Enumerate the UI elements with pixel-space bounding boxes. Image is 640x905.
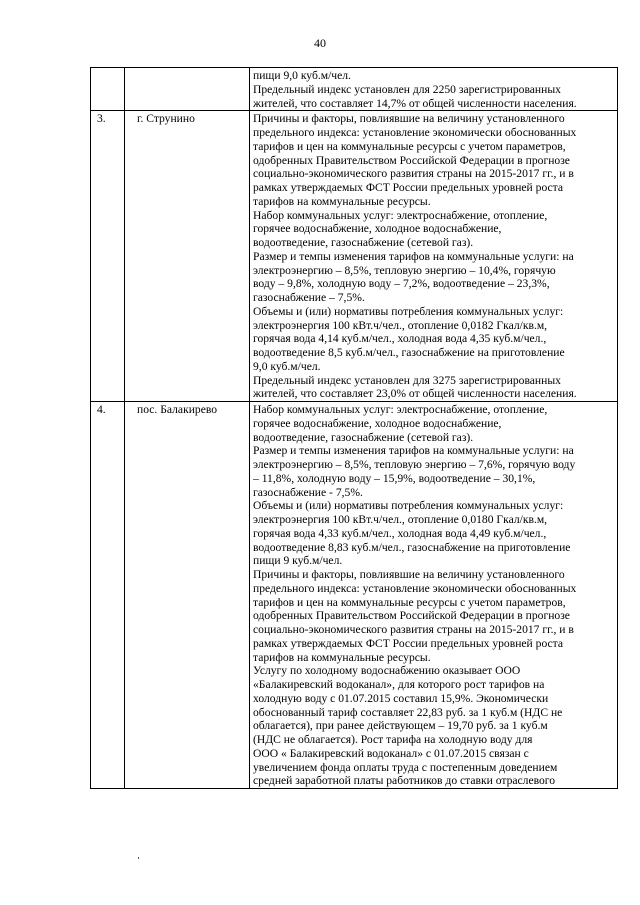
municipality-cell bbox=[125, 111, 250, 402]
description-text bbox=[250, 68, 617, 110]
text-line: одобренных Правительством Российской Федерации в прогнозе bbox=[253, 609, 570, 623]
text-line: обоснованный тариф составляет 22,83 руб. за 1 куб.м (НДС не bbox=[253, 705, 563, 719]
text-line: Предельный индекс установлен для 3275 зарегистрированных bbox=[253, 373, 561, 387]
municipality-cell bbox=[125, 402, 250, 789]
text-line: Объемы и (или) нормативы потребления коммунальных услуг: bbox=[253, 499, 564, 513]
text-line: «Балакиревский водоканал», для которого рост тарифов на bbox=[253, 678, 545, 691]
text-line: Услугу по холодному водоснабжению оказывает ООО bbox=[253, 664, 521, 678]
text-line: Предельный индекс установлен для 2250 зарегистрированных bbox=[253, 82, 561, 96]
row-number bbox=[91, 68, 124, 69]
text-line: горячая вода 4,33 куб.м/чел., холодная вода 4,49 куб.м/чел., bbox=[253, 526, 547, 540]
description-cell bbox=[250, 68, 618, 111]
text-line: электроэнергия 100 кВт.ч/чел., отопление 0,0180 Гкал/кв.м, bbox=[253, 513, 548, 526]
text-line: увеличением фонда оплаты труда с постепенным доведением bbox=[253, 760, 558, 774]
text-line: электроэнергию – 8,5%, тепловую энергию – 7,6%, горячую воду bbox=[253, 458, 576, 471]
text-line: Набор коммунальных услуг: электроснабжение, отопление, bbox=[253, 208, 548, 222]
text-line: горячая вода 4,14 куб.м/чел., холодная вода 4,35 куб.м/чел., bbox=[253, 332, 547, 346]
municipality-table bbox=[90, 67, 618, 789]
text-line: одобренных Правительством Российской Федерации в прогнозе bbox=[253, 153, 570, 167]
row-number: 4. bbox=[97, 403, 106, 416]
table-row bbox=[91, 68, 618, 111]
row-number-cell bbox=[91, 111, 125, 402]
text-line: тарифов на коммунальные ресурсы. bbox=[253, 194, 431, 208]
text-line: горячее водоснабжение, холодное водоснабжение, bbox=[253, 416, 502, 430]
text-line: рамках утверждаемых ФСТ России предельных уровней роста bbox=[253, 636, 564, 650]
scan-mark bbox=[138, 857, 139, 859]
text-line: Набор коммунальных услуг: электроснабжение, отопление, bbox=[253, 403, 548, 416]
text-line: облагается), при ранее действующем – 19,70 руб. за 1 куб.м bbox=[253, 719, 548, 733]
text-line: тарифов и цен на коммунальные ресурсы с учетом параметров, bbox=[253, 139, 566, 153]
text-line: пищи 9,0 куб.м/чел. bbox=[253, 69, 351, 82]
text-line: предельного индекса: установление экономически обоснованных bbox=[253, 126, 577, 139]
text-line: водоотведение 8,83 куб.м/чел., газоснабжение на приготовление bbox=[253, 540, 571, 554]
text-line: социально-экономического развития страны на 2015-2017 гг., и в bbox=[253, 167, 574, 181]
description-text bbox=[250, 111, 617, 401]
text-line: рамках утверждаемых ФСТ России предельных уровней роста bbox=[253, 181, 564, 194]
row-number: 3. bbox=[97, 112, 106, 126]
text-line: водоотведение, газоснабжение (сетевой газ). bbox=[253, 236, 474, 249]
text-line: жителей, что составляет 14,7% от общей численности населения. bbox=[253, 96, 577, 110]
text-line: пищи 9 куб.м/чел. bbox=[253, 554, 343, 568]
text-line: жителей, что составляет 23,0% от общей численности населения. bbox=[253, 387, 577, 401]
text-line: Размер и темпы изменения тарифов на коммунальные услуги: на bbox=[253, 249, 574, 263]
description-cell bbox=[250, 111, 618, 402]
municipality-name: пос. Балакирево bbox=[137, 403, 218, 416]
table-row bbox=[91, 111, 618, 402]
text-line: электроэнергия 100 кВт.ч/чел., отопление 0,0182 Гкал/кв.м, bbox=[253, 318, 548, 332]
text-line: газоснабжение – 7,5%. bbox=[253, 291, 365, 304]
text-line: водоотведение 8,5 куб.м/чел., газоснабжение на приготовление bbox=[253, 346, 565, 359]
text-line: Причины и факторы, повлиявшие на величину установленного bbox=[253, 112, 565, 126]
municipality-cell bbox=[125, 68, 250, 111]
municipality-name: г. Струнино bbox=[137, 112, 195, 126]
text-line: предельного индекса: установление экономически обоснованных bbox=[253, 581, 577, 595]
text-line: средней заработной платы работников до ставки отраслевого bbox=[253, 774, 556, 788]
text-line: электроэнергию – 8,5%, тепловую энергию – 10,4%, горячую bbox=[253, 263, 556, 277]
text-line: ООО « Балакиревский водоканал» с 01.07.2015 связан с bbox=[253, 746, 529, 760]
description-text bbox=[250, 402, 617, 788]
table-body bbox=[91, 68, 618, 789]
text-line: водоотведение, газоснабжение (сетевой газ). bbox=[253, 430, 474, 444]
description-cell bbox=[250, 402, 618, 789]
text-line: Размер и темпы изменения тарифов на коммунальные услуги: на bbox=[253, 444, 574, 458]
text-line: Причины и факторы, повлиявшие на величину установленного bbox=[253, 568, 565, 581]
text-line: горячее водоснабжение, холодное водоснабжение, bbox=[253, 222, 502, 236]
text-line: (НДС не облагается). Рост тарифа на холодную воду для bbox=[253, 733, 533, 746]
row-number-cell bbox=[91, 68, 125, 111]
municipality-name bbox=[125, 68, 249, 69]
text-line: воду – 9,8%, холодную воду – 7,2%, водоотведение – 23,3%, bbox=[253, 277, 550, 291]
row-number-cell bbox=[91, 402, 125, 789]
text-line: тарифов на коммунальные ресурсы. bbox=[253, 650, 431, 664]
text-line: газоснабжение - 7,5%. bbox=[253, 485, 363, 499]
text-line: 9,0 куб.м/чел. bbox=[253, 359, 321, 373]
text-line: Объемы и (или) нормативы потребления коммунальных услуг: bbox=[253, 304, 564, 318]
text-line: – 11,8%, холодную воду – 15,9%, водоотведение – 30,1%, bbox=[253, 471, 536, 485]
text-line: холодную воду с 01.07.2015 составил 15,9%. Экономически bbox=[253, 691, 549, 705]
text-line: социально-экономического развития страны на 2015-2017 гг., и в bbox=[253, 623, 574, 636]
page-number: 40 bbox=[314, 36, 326, 50]
table-row bbox=[91, 402, 618, 789]
text-line: тарифов и цен на коммунальные ресурсы с учетом параметров, bbox=[253, 595, 566, 609]
